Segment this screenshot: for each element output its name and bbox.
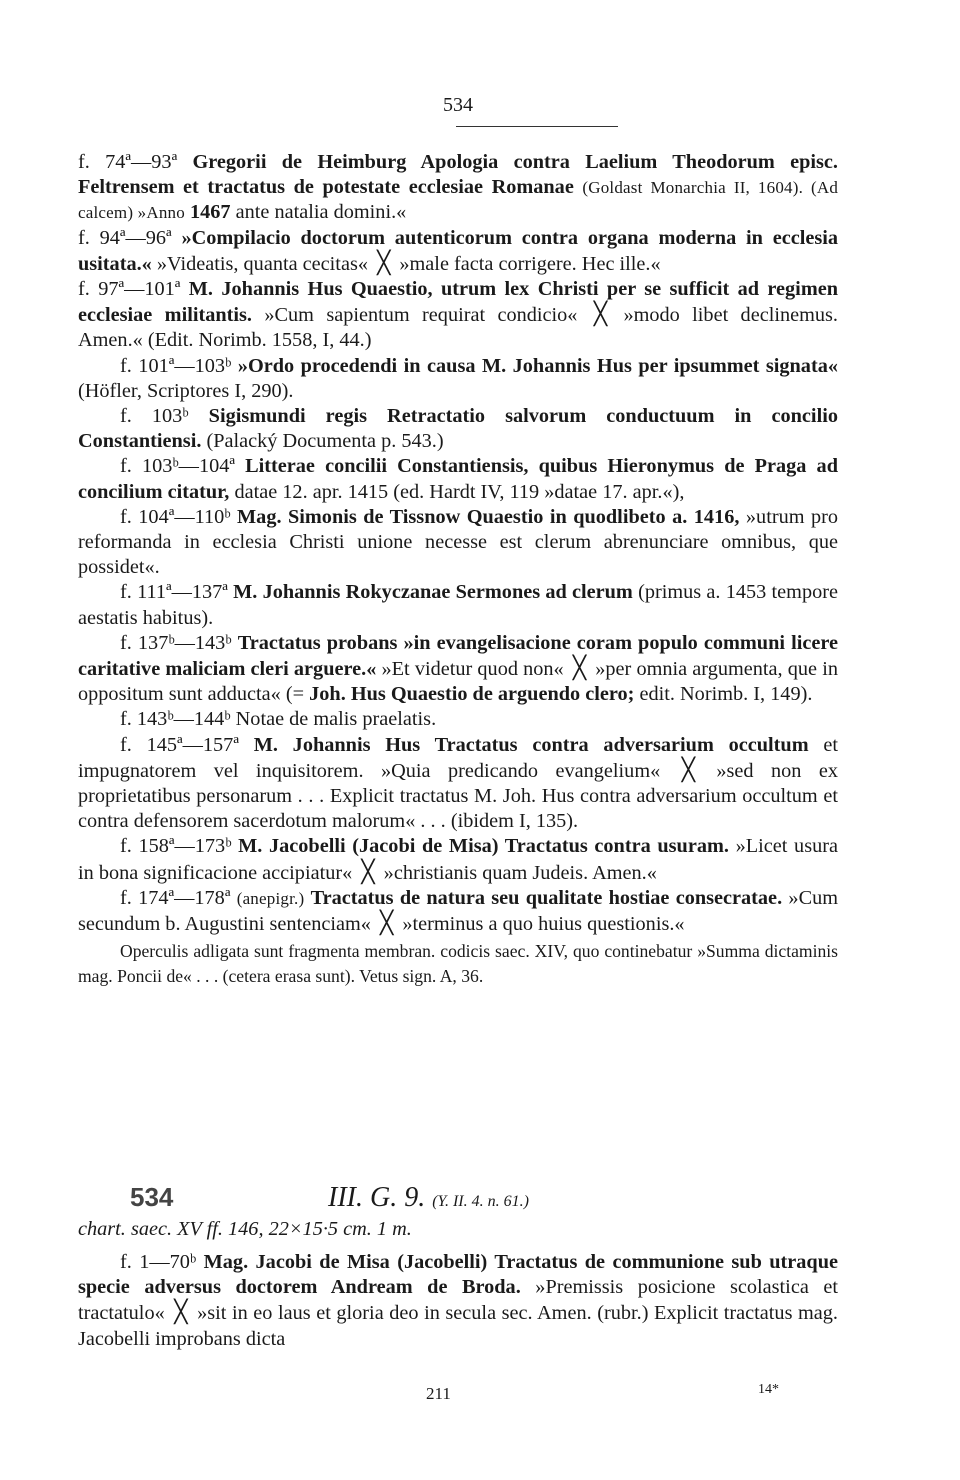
- entry-note: (anepigr.): [236, 888, 305, 908]
- cross-icon: ╳: [361, 859, 375, 885]
- cross-icon: ╳: [572, 656, 587, 682]
- folio: f. 103ᵇ: [120, 405, 189, 428]
- folio: f. 104ª—110ᵇ: [120, 505, 231, 528]
- entry-text: »Cum secundum b. Augustini sentenciam«: [78, 886, 839, 936]
- entry-title: Sigismundi regis Retractatio salvorum conductuum in concilio Constantiensi.: [78, 405, 838, 453]
- cross-icon: ╳: [681, 757, 695, 783]
- signature-mark: 211: [426, 1384, 451, 1403]
- entry-text: datae 12. apr. 1415 (ed. Hardt IV, 119 »datae 17. apr.«),: [234, 480, 685, 503]
- folio: f. 158ª—173ᵇ: [120, 835, 232, 858]
- entry-title: M. Johannis Hus Quaestio, utrum lex Christi per se sufficit ad regimen ecclesiae militantis.: [78, 278, 838, 327]
- folio: f. 145ª—157ª: [120, 733, 239, 756]
- entry-text: »utrum pro reformanda in ecclesia Christi unione necesse est clerum abrenunciare omnibus, que possidet«.: [78, 505, 838, 579]
- entry-title: Tractatus probans »in evangelisacione coram populo communi licere caritative maliciam cleri arguere.«: [78, 631, 839, 681]
- page-number: 534: [443, 94, 473, 116]
- entry-reference-end: edit. Norimb. I, 149).: [639, 683, 813, 706]
- record-number: 534: [130, 1182, 174, 1212]
- entry-text: »Premissis posicione scolastica et tractatulo«: [78, 1276, 838, 1325]
- folio: f. 74ª—93ª: [78, 151, 178, 173]
- entry-text: (Goldast Monarchia II, 1604). (Ad calcem) »Anno: [78, 178, 839, 223]
- entry-year: 1467: [190, 201, 231, 224]
- entry-title: »Ordo procedendi in causa M. Johannis Hus per ipsummet signata«: [237, 354, 838, 377]
- entry-text-end: »sed non ex proprietatibus personarum . . . Explicit tractatus M. Joh. Hus contra adversarium occultum et contra defensorem sacerdotum malorum« . . . (ibidem I, 135).: [78, 759, 838, 833]
- entry-3: [78, 277, 838, 354]
- folio: f. 111ª—137ª: [120, 581, 228, 604]
- entry-10: [78, 707, 838, 732]
- shelfmark: III. G. 9.: [328, 1182, 426, 1213]
- old-shelfmark: (Y. II. 4. n. 61.): [432, 1193, 529, 1210]
- record-entry-1: [78, 1250, 838, 1352]
- entry-9: [78, 631, 838, 708]
- entry-2: [78, 226, 838, 277]
- record-shelfmark: [328, 1182, 529, 1214]
- entry-11: [78, 733, 838, 835]
- folio: f. 174ª—178ª: [120, 886, 231, 909]
- cross-icon: ╳: [380, 911, 394, 937]
- entry-title: M. Jacobelli (Jacobi de Misa) Tractatus contra usuram.: [238, 835, 729, 858]
- entry-text: et impugnatorem vel inquisitorem. »Quia predicando evangelium«: [78, 733, 839, 782]
- entry-text-end: »sit in eo laus et gloria deo in secula sec. Amen. (rubr.) Explicit tractatus mag. Jacobelli improbans dicta: [78, 1302, 838, 1350]
- entry-title: Mag. Jacobi de Misa (Jacobelli) Tractatus de communione sub utraque specie adversus doctorem Andream de Broda.: [78, 1251, 838, 1299]
- entries-list: [78, 150, 838, 989]
- entry-text: »Licet usura in bona significacione accipiatur«: [78, 835, 838, 884]
- folio: f. 103ᵇ—104ª: [120, 455, 235, 478]
- header-rule: [456, 126, 618, 127]
- entry-text: »Videatis, quanta cecitas«: [156, 252, 368, 275]
- folio: f. 101ª—103ᵇ: [120, 354, 232, 377]
- entry-text-end: »modo libet declinemus. Amen.« (Edit. Norimb. 1558, I, 44.): [78, 304, 838, 352]
- entry-6: [78, 454, 838, 504]
- record-entries: [78, 1250, 838, 1352]
- entry-text: (Höfler, Scriptores I, 290).: [78, 379, 294, 402]
- entry-text-end: »christianis quam Judeis. Amen.«: [383, 861, 657, 884]
- entry-text-end: ante natalia domini.«: [235, 201, 407, 224]
- entry-text: (primus a. 1453 tempore aestatis habitus).: [78, 581, 838, 629]
- entry-title: Mag. Simonis de Tissnow Quaestio in quodlibeto a. 1416,: [237, 505, 740, 528]
- entry-title: »Compilacio doctorum autenticorum contra organa moderna in ecclesia usitata.«: [78, 226, 839, 275]
- entry-text: Notae de malis praelatis.: [235, 708, 437, 731]
- cross-icon: ╳: [174, 1300, 188, 1326]
- cross-icon: ╳: [593, 302, 608, 328]
- entry-text-end: »per omnia argumenta, que in oppositum sunt adducta« (=: [78, 658, 838, 706]
- entry-text: (Palacký Documenta p. 543.): [206, 430, 444, 453]
- entry-4: [78, 354, 838, 404]
- entry-title: Tractatus de natura seu qualitate hostiae consecratae.: [310, 886, 783, 909]
- entry-text: »Et videtur quod non«: [381, 658, 564, 681]
- folio: f. 137ᵇ—143ᵇ: [120, 631, 232, 654]
- entry-title: Gregorii de Heimburg Apologia contra Laelium Theodorum episc. Feltrensem et tractatus de potestate ecclesiae Romanae: [78, 151, 838, 199]
- entry-title: M. Johannis Hus Tractatus contra adversarium occultum: [253, 733, 809, 756]
- entry-7: [78, 505, 838, 581]
- sheet-mark: 14*: [758, 1382, 779, 1397]
- entry-text: »Cum sapientum requirat condicio«: [264, 304, 578, 327]
- entry-text-end: »terminus a quo huius questionis.«: [402, 913, 685, 936]
- entry-1: [78, 150, 838, 226]
- entry-12: [78, 834, 838, 885]
- entry-title: Litterae concilii Constantiensis, quibus Hieronymus de Praga ad concilium citatur,: [78, 455, 838, 503]
- folio: f. 94ª—96ª: [78, 226, 172, 249]
- entry-reference: Joh. Hus Quaestio de arguendo clero;: [309, 683, 635, 706]
- folio: f. 97ª—101ª: [78, 278, 181, 301]
- entry-8: [78, 580, 838, 630]
- entry-text-end: »male facta corrigere. Hec ille.«: [399, 252, 661, 275]
- folio: f. 1—70ᵇ: [120, 1251, 197, 1273]
- record-heading: [78, 1182, 838, 1222]
- cross-icon: ╳: [377, 250, 391, 276]
- entry-title: M. Johannis Rokyczanae Sermones ad clerum: [233, 581, 633, 604]
- entry-13: [78, 886, 838, 937]
- binding-note: Operculis adligata sunt fragmenta membran. codicis saec. XIV, quo continebatur »Summa dictaminis mag. Poncii de« . . . (cetera erasa sunt). Vetus sign. A, 36.: [78, 941, 838, 987]
- folio: f. 143ᵇ—144ᵇ: [120, 708, 231, 731]
- entry-5: [78, 404, 838, 454]
- record-description: chart. saec. XV ff. 146, 22×15·5 cm. 1 m.: [78, 1218, 412, 1240]
